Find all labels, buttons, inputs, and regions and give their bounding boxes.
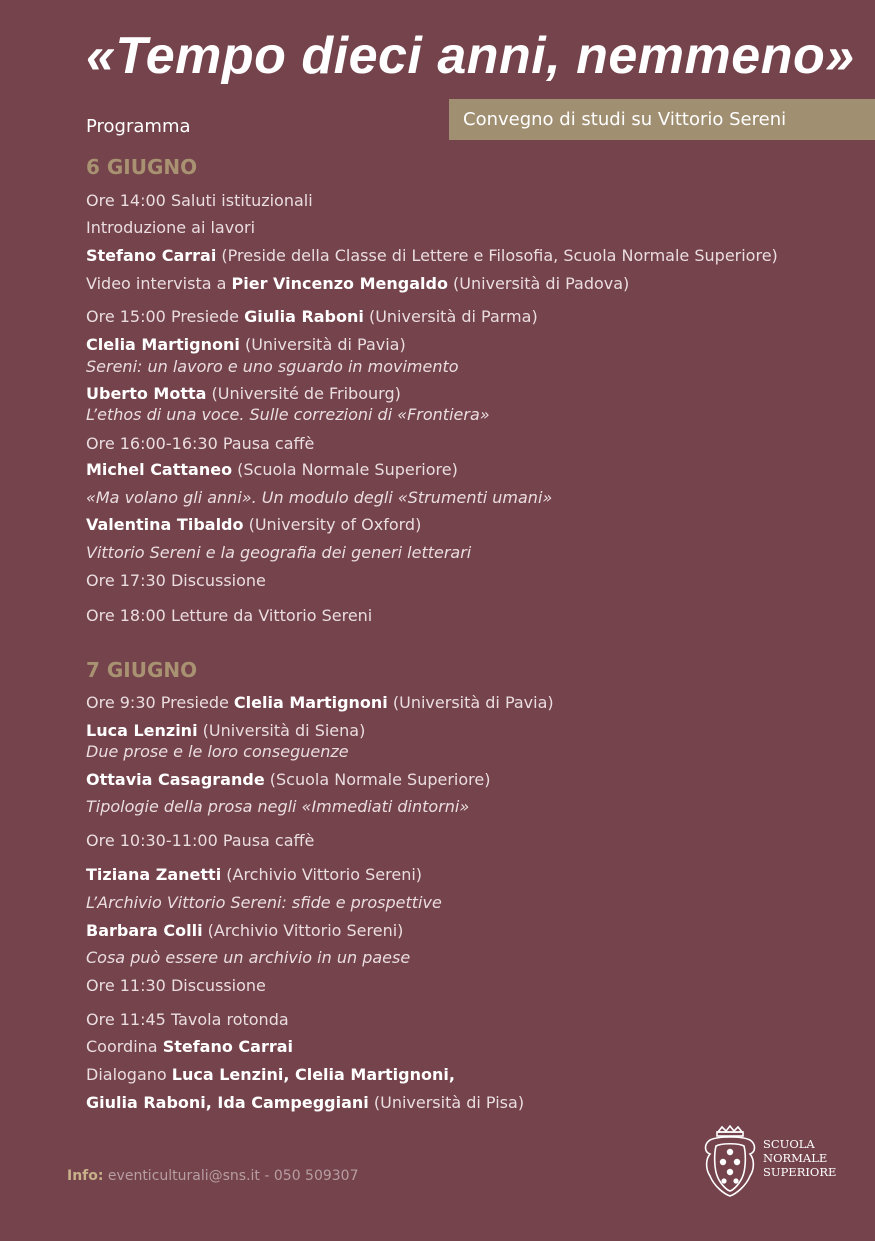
schedule-line — [86, 1093, 524, 1113]
talk-title: Tipologie della prosa negli «Immediati dintorni» — [86, 797, 470, 816]
affiliation: (Université de Fribourg) — [206, 384, 401, 403]
affiliation: (Università di Siena) — [197, 721, 366, 740]
talk-title: Vittorio Sereni e la geografia dei generi letterari — [86, 543, 472, 562]
speaker-name: Clelia Martignoni — [86, 335, 240, 354]
talk-title: L’ethos di una voce. Sulle correzioni di «Frontiera» — [86, 405, 490, 424]
schedule-line — [86, 1037, 293, 1057]
line-prefix: Video intervista a — [86, 274, 232, 293]
info-label: Info: — [67, 1168, 104, 1184]
speaker-name: Barbara Colli — [86, 921, 203, 940]
schedule-line: Ore 11:45 Tavola rotonda — [86, 1010, 289, 1029]
logo-text: SCUOLA NORMALE SUPERIORE — [763, 1137, 837, 1179]
line-prefix: Dialogano — [86, 1065, 172, 1084]
talk-title: L’Archivio Vittorio Sereni: sfide e prospettive — [86, 893, 442, 912]
affiliation: (University of Oxford) — [243, 515, 422, 534]
line-prefix: Ore 15:00 Presiede — [86, 307, 245, 326]
speaker-name: Luca Lenzini — [86, 721, 198, 740]
talk-title: Cosa può essere un archivio in un paese — [86, 948, 411, 967]
schedule-line — [86, 1065, 455, 1085]
day1-heading: 6 GIUGNO — [86, 155, 198, 179]
schedule-line: Ore 14:00 Saluti istituzionali — [86, 191, 313, 210]
schedule-line: Ore 18:00 Letture da Vittorio Sereni — [86, 606, 373, 625]
schedule-line: Ore 17:30 Discussione — [86, 571, 266, 590]
affiliation: (Università di Pisa) — [368, 1093, 525, 1112]
speaker-name: Michel Cattaneo — [86, 460, 233, 479]
info-text: eventiculturali@sns.it - 050 509307 — [103, 1168, 359, 1184]
affiliation: (Università di Parma) — [363, 307, 538, 326]
crest-icon — [700, 1124, 760, 1199]
subtitle-band — [449, 99, 875, 140]
schedule-line — [86, 693, 554, 713]
schedule-line: Ore 16:00-16:30 Pausa caffè — [86, 434, 315, 453]
speaker-name: Ottavia Casagrande — [86, 770, 265, 789]
schedule-line — [86, 921, 403, 941]
schedule-line — [86, 246, 778, 266]
speaker-name: Clelia Martignoni — [233, 693, 388, 712]
schedule-line — [86, 384, 401, 404]
schedule-line: Ore 11:30 Discussione — [86, 976, 266, 995]
schedule-line — [86, 865, 422, 885]
speaker-name: Stefano Carrai — [86, 246, 217, 265]
page-title: «Tempo dieci anni, nemmeno» — [86, 27, 855, 85]
speaker-name: Tiziana Zanetti — [86, 865, 222, 884]
speaker-name: Giulia Raboni — [244, 307, 364, 326]
speaker-name: Giulia Raboni, Ida Campeggiani — [86, 1093, 369, 1112]
schedule-line — [86, 770, 490, 790]
affiliation: (Scuola Normale Superiore) — [264, 770, 491, 789]
affiliation: (Archivio Vittorio Sereni) — [221, 865, 423, 884]
speaker-name: Stefano Carrai — [162, 1037, 294, 1056]
schedule-line — [86, 460, 458, 480]
schedule-line — [86, 335, 406, 355]
speaker-name: Luca Lenzini, Clelia Martignoni, — [171, 1065, 455, 1084]
speaker-name: Uberto Motta — [86, 384, 207, 403]
affiliation: (Preside della Classe di Lettere e Filosofia, Scuola Normale Superiore) — [216, 246, 778, 265]
talk-title: «Ma volano gli anni». Un modulo degli «Strumenti umani» — [86, 488, 553, 507]
schedule-line — [86, 307, 538, 327]
programma-heading: Programma — [86, 116, 191, 137]
speaker-name: Pier Vincenzo Mengaldo — [231, 274, 448, 293]
schedule-line: Ore 10:30-11:00 Pausa caffè — [86, 831, 315, 850]
affiliation: (Archivio Vittorio Sereni) — [202, 921, 404, 940]
schedule-line — [86, 274, 629, 294]
speaker-name: Valentina Tibaldo — [86, 515, 244, 534]
info-contact — [67, 1168, 359, 1184]
line-prefix: Coordina — [86, 1037, 163, 1056]
affiliation: (Università di Padova) — [447, 274, 630, 293]
day2-heading: 7 GIUGNO — [86, 658, 198, 682]
affiliation: (Scuola Normale Superiore) — [232, 460, 458, 479]
line-prefix: Ore 9:30 Presiede — [86, 693, 234, 712]
affiliation: (Università di Pavia) — [387, 693, 554, 712]
schedule-line — [86, 515, 421, 535]
schedule-line: Introduzione ai lavori — [86, 218, 256, 237]
affiliation: (Università di Pavia) — [239, 335, 406, 354]
talk-title: Sereni: un lavoro e uno sguardo in movimento — [86, 357, 459, 376]
schedule-line — [86, 721, 365, 741]
subtitle: Convegno di studi su Vittorio Sereni — [463, 109, 787, 130]
talk-title: Due prose e le loro conseguenze — [86, 742, 349, 761]
